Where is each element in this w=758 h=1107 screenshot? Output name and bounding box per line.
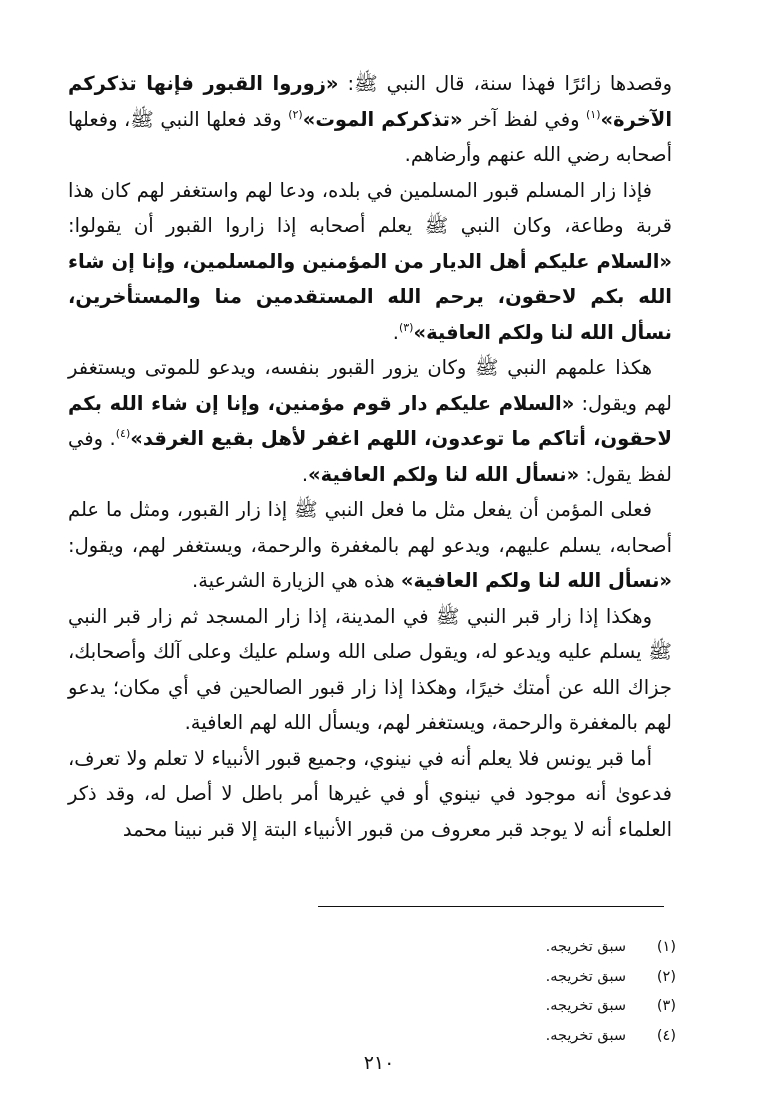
text-span: هكذا علمهم النبي ﷺ وكان يزور القبور بنفسه، ويدعو للموتى ويستغفر لهم ويقول: [68, 356, 672, 415]
footnote-number: (٣) [656, 998, 676, 1014]
footnotes [300, 933, 676, 1051]
footnote-ref: (٢) [288, 107, 303, 121]
footnote-number: (٤) [656, 1027, 676, 1044]
footnote-item [300, 933, 676, 963]
footnote-ref: (٣) [398, 320, 414, 334]
footnote-number: (٢) [656, 968, 676, 985]
text-span: . [392, 320, 399, 344]
hadith-quote: «السلام عليكم أهل الديار من المؤمنين والمسلمين، وإنا إن شاء الله بكم لاحقون، يرحم الله المستقدمين منا والمستأخرين، نسأل الله لنا ولكم العافية» [68, 249, 672, 344]
text-span: . وفي لفظ يقول: [68, 427, 672, 486]
text-span: هذه هي الزيارة الشرعية. [192, 569, 401, 592]
footnote-ref: (٤) [115, 427, 131, 440]
text-span: فعلى المؤمن أن يفعل مثل ما فعل النبي ﷺ إذا زار القبور، ومثل ما علم أصحابه، يسلم عليهم، ويدعو لهم بالمغفرة والرحمة، ويستغفر لهم، ويقول: [68, 498, 672, 557]
footnote-text: سبق تخريجه. [545, 1027, 626, 1044]
hadith-quote: «نسأل الله لنا ولكم العافية» [308, 462, 580, 486]
text-span: فإذا زار المسلم قبور المسلمين في بلده، ودعا لهم واستغفر لهم كان هذا قربة وطاعة، وكان النبي ﷺ يعلم أصحابه إذا زاروا القبور أن يقولوا: [68, 178, 672, 237]
footnote-text: سبق تخريجه. [545, 939, 626, 955]
paragraph-6: أما قبر يونس فلا يعلم أنه في نينوي، وجميع قبور الأنبياء لا تعلم ولا تعرف، فدعوىٰ أنه موجود في نينوي أو في غيرها أمر باطل لا أصل له، وقد ذكر العلماء أنه لا يوجد قبر معروف من قبور الأنبياء البتة إلا قبر نبينا محمد [68, 746, 672, 841]
paragraph-5: وهكذا إذا زار قبر النبي ﷺ في المدينة، إذا زار المسجد ثم زار قبر النبي ﷺ يسلم عليه ويدعو له، ويقول صلى الله وسلم عليك وعلى آلك وأصحابك، جزاك الله عن أمتك خيرًا، وهكذا إذا زار قبور الصالحين في أي مكان؛ يدعو لهم بالمغفرة والرحمة، ويستغفر لهم، ويسأل الله لهم العافية. [68, 604, 672, 734]
footnote-item [300, 963, 676, 993]
footnote-text: سبق تخريجه. [545, 968, 626, 985]
hadith-quote: «تذكركم الموت» [302, 107, 463, 131]
footnote-item [300, 992, 676, 1022]
text-span: . [301, 462, 309, 486]
text-span: وقصدها زائرًا فهذا سنة، قال النبي ﷺ: [338, 72, 673, 95]
paragraph-4 [68, 492, 672, 599]
footnote-divider [318, 906, 664, 907]
main-text [68, 66, 672, 847]
footnote-number: (١) [656, 939, 676, 955]
footnote-item [300, 1022, 676, 1052]
paragraph-3 [68, 350, 672, 492]
page-number: ٢١٠ [363, 1052, 395, 1074]
text-span: وقد فعلها النبي ﷺ، وفعلها أصحابه رضي الله عنهم وأرضاهم. [68, 107, 672, 166]
footnote-ref: (١) [585, 107, 601, 121]
hadith-quote: «السلام عليكم دار قوم مؤمنين، وإنا إن شاء الله بكم لاحقون، أتاكم ما توعدون، اللهم اغفر لأهل بقيع الغرقد» [68, 391, 672, 450]
paragraph-2 [68, 173, 672, 351]
hadith-quote: «زوروا القبور فإنها تذكركم الآخرة» [68, 72, 672, 131]
hadith-quote: «نسأل الله لنا ولكم العافية» [400, 569, 672, 592]
text-span: وفي لفظ آخر [462, 107, 586, 131]
paragraph-1 [68, 66, 672, 173]
footnote-text: سبق تخريجه. [545, 998, 626, 1014]
